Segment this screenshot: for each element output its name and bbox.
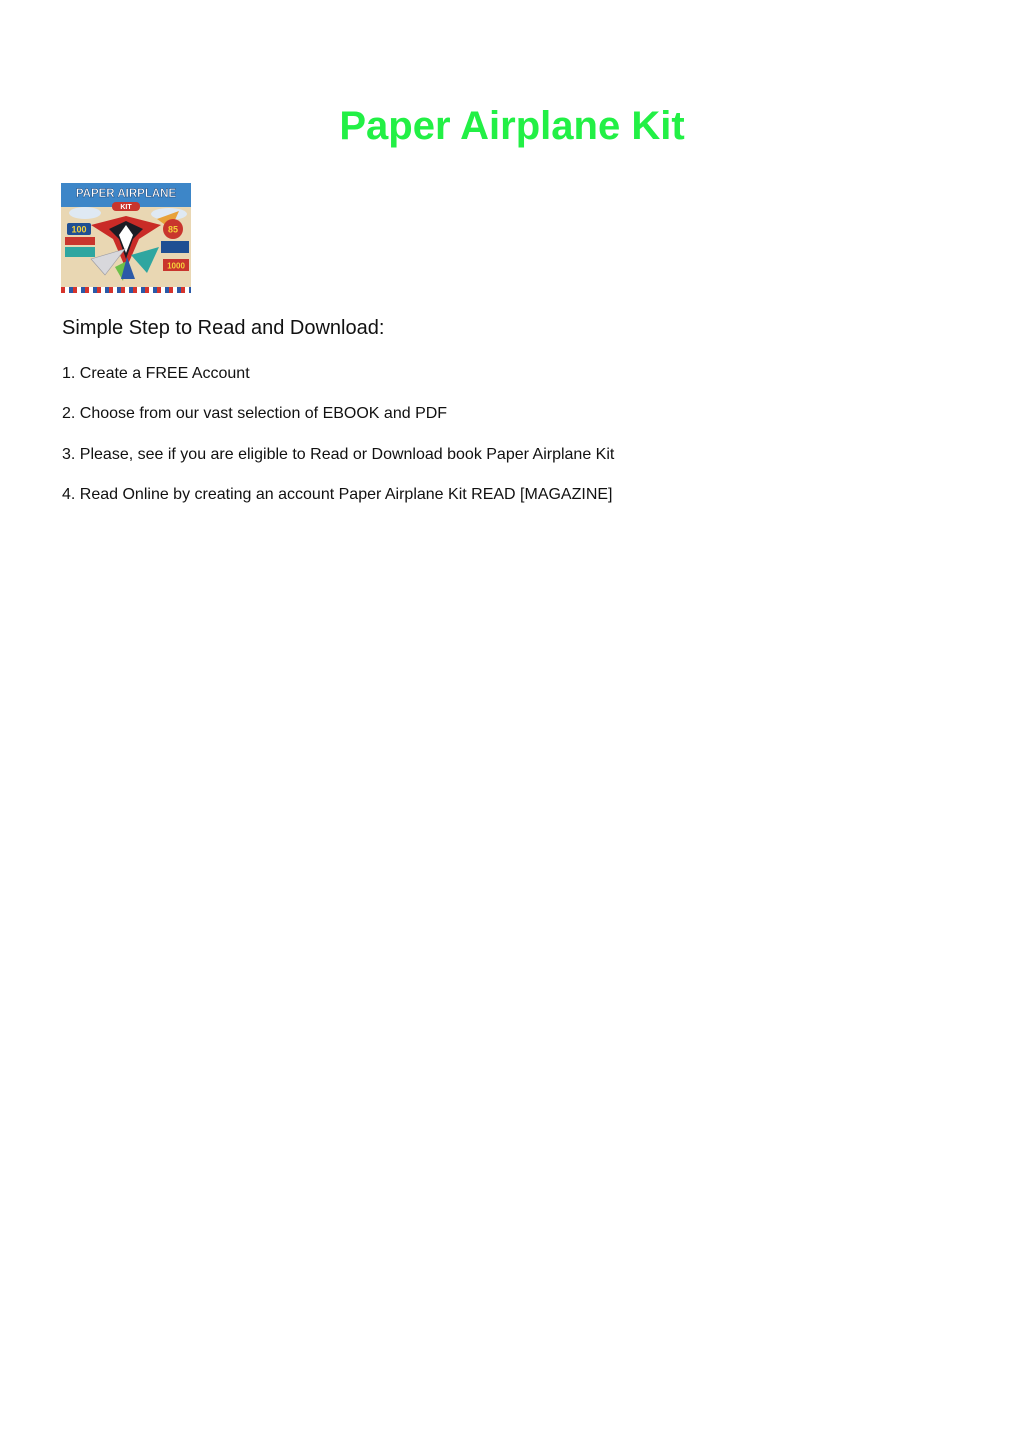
step-item-3: 3. Please, see if you are eligible to Read or Download book Paper Airplane Kit — [62, 445, 615, 463]
cover-bottom-number: 1000 — [167, 261, 185, 271]
steps-list — [62, 362, 614, 524]
steps-heading: Simple Step to Read and Download: — [62, 317, 385, 339]
cover-heading: PAPER AIRPLANE — [75, 188, 177, 200]
book-cover-image — [61, 183, 191, 293]
step-item-1: 1. Create a FREE Account — [62, 365, 250, 382]
cover-right-number: 85 — [167, 224, 179, 235]
cover-kit-badge: KIT — [120, 204, 132, 211]
step-item-2: 2. Choose from our vast selection of EBOOK and PDF — [62, 405, 448, 423]
cover-left-number: 100 — [71, 224, 87, 235]
document-title: Paper Airplane Kit — [339, 104, 685, 148]
step-item-4: 4. Read Online by creating an account Paper Airplane Kit READ [MAGAZINE] — [62, 486, 613, 504]
